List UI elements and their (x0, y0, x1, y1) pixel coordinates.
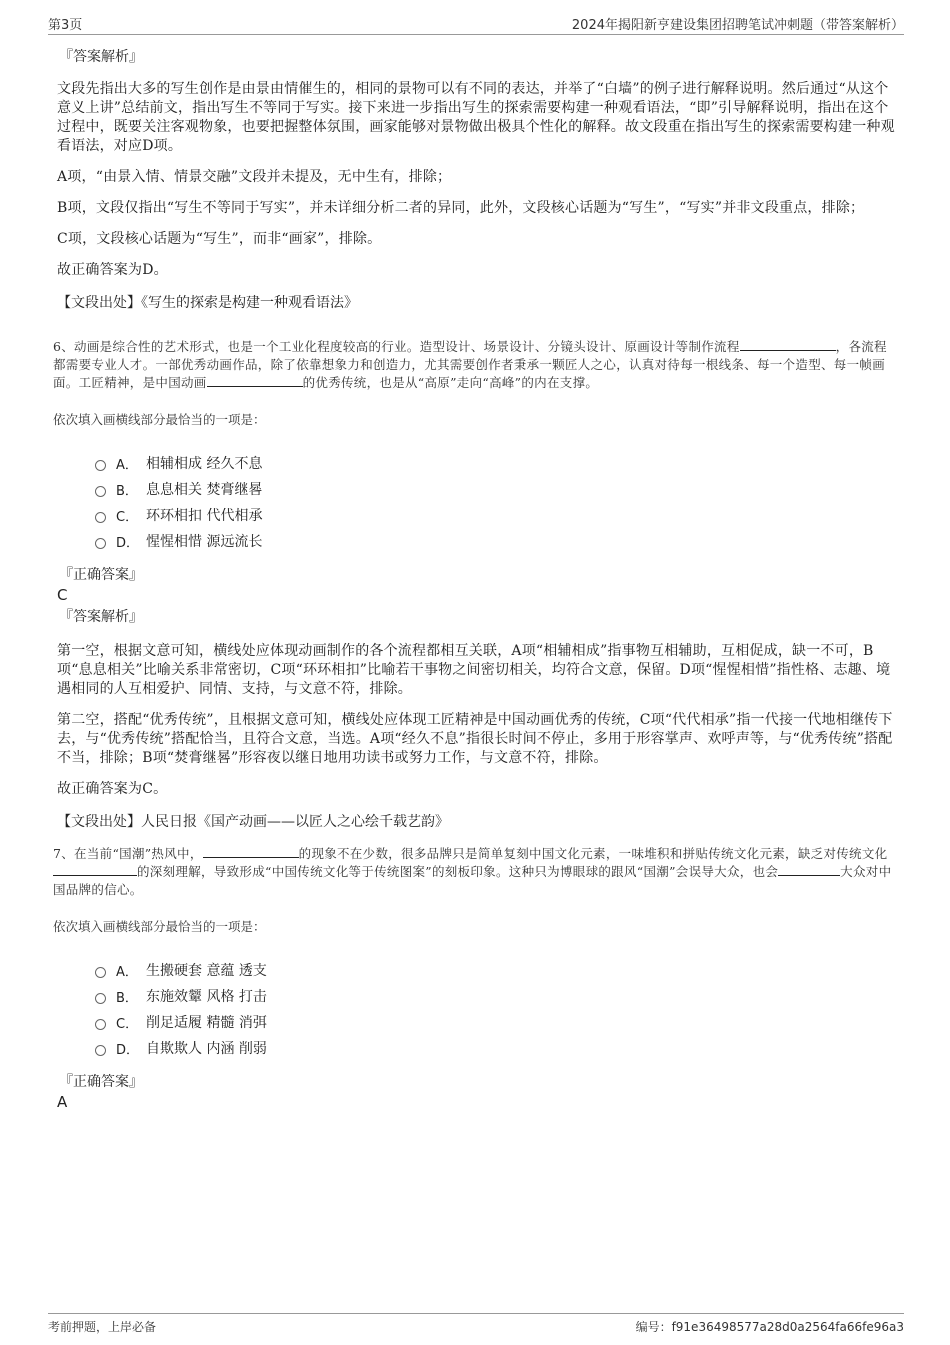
question-7-text: 的深刻理解，导致形成“中国传统文化等于传统图案”的刻板印象。这种只为博眼球的跟风“国潮”会误导大众，也会 (137, 864, 779, 879)
analysis-paragraph: 第一空，根据文意可知，横线处应体现动画制作的各个流程都相互关联，A项“相辅相成”指事物互相辅助，互相促成，缺一不可，B项“息息相关”比喻关系非常密切，C项“环环相扣”比喻若干事物之间密切相关，均符合文意，保留。D项“惺惺相惜”指性格、志趣、境遇相同的人互相爱护、同情、支持，与文意不符，排除。 (57, 643, 891, 697)
analysis-paragraph: 第二空，搭配“优秀传统”，且根据文意可知，横线处应体现工匠精神是中国动画优秀的传统，C项“代代相承”指一代接一代地相继传下去，与“优秀传统”搭配恰当，且符合文意，当选。A项“经久不息”指很长时间不停止，多用于形容掌声、欢呼声等，与“优秀传统”搭配不当，排除；B项“焚膏继晷”形容夜以继日地用功读书或努力工作，与文意不符，排除。 (57, 712, 893, 766)
question-7-options (95, 957, 897, 1061)
footer-slogan: 考前押题，上岸必备 (48, 1320, 157, 1334)
prev-source: 【文段出处】《写生的探索是构建一种观看语法》 (57, 295, 358, 311)
prev-analysis-paragraph: 故正确答案为D。 (57, 262, 168, 278)
option-letter: D． (116, 535, 140, 551)
question-7 (53, 845, 897, 899)
prev-analysis-paragraph: 文段先指出大多的写生创作是由景由情催生的，相同的景物可以有不同的表达，并举了“白墙”的例子进行解释说明。然后通过“从这个意义上讲”总结前文，指出写生不等同于写实。接下来进一步指出写生的探索需要构建一种观看语法，“即”引导解释说明，指出在这个过程中，既要关注客观物象，也要把握整体氛围，画家能够对景物做出极具个性化的解释。故文段重在指出写生的探索需要构建一种观看语法，对应D项。 (57, 81, 895, 154)
option-text: 息息相关 焚膏继晷 (146, 482, 263, 498)
q6-source: 【文段出处】人民日报《国产动画——以匠人之心绘千载艺韵》 (57, 814, 449, 830)
fill-blank (207, 374, 303, 387)
correct-answer: A (57, 1093, 68, 1111)
question-6-prompt: 依次填入画横线部分最恰当的一项是： (53, 412, 266, 427)
radio-icon[interactable] (95, 460, 106, 471)
radio-icon[interactable] (95, 512, 106, 523)
analysis-paragraph: 故正确答案为C。 (57, 781, 168, 797)
question-6-text: 的优秀传统，也是从“高原”走向“高峰”的内在支撑。 (302, 375, 599, 390)
option-c[interactable] (95, 1009, 897, 1035)
fill-blank (740, 338, 836, 351)
option-d[interactable] (95, 1035, 897, 1061)
fill-blank (203, 845, 299, 858)
page-number: 第3页 (48, 18, 83, 33)
document-code: 编号：f91e36498577a28d0a2564fa66fe96a3 (635, 1320, 904, 1334)
page-header (48, 14, 904, 35)
question-7-text: 7、在当前“国潮”热风中， (53, 846, 203, 861)
question-7-text: 大众对中国品牌的信心。 (53, 864, 892, 897)
option-a[interactable] (95, 957, 897, 983)
page-footer (48, 1313, 904, 1336)
option-letter: A． (116, 964, 138, 980)
radio-icon[interactable] (95, 967, 106, 978)
radio-icon[interactable] (95, 486, 106, 497)
analysis-label: 『答案解析』 (59, 609, 143, 625)
radio-icon[interactable] (95, 1019, 106, 1030)
option-c[interactable] (95, 502, 897, 528)
question-7-prompt: 依次填入画横线部分最恰当的一项是： (53, 919, 266, 934)
page-content (53, 46, 897, 1113)
correct-answer-label: 『正确答案』 (59, 1074, 143, 1090)
option-text: 东施效颦 风格 打击 (146, 989, 267, 1005)
option-letter: A． (116, 457, 138, 473)
correct-answer: C (57, 586, 68, 604)
fill-blank (778, 863, 840, 876)
option-text: 惺惺相惜 源远流长 (146, 534, 263, 550)
option-letter: C． (116, 1016, 139, 1032)
question-7-text: 的现象不在少数，很多品牌只是简单复刻中国文化元素，一味堆积和拼贴传统文化元素，缺乏对传统文化 (298, 846, 888, 861)
option-d[interactable] (95, 528, 897, 554)
question-6-text: ，各流程都需要专业人才。一部优秀动画作品，除了依靠想象力和创造力，尤其需要创作者秉承一颗匠人之心，认真对待每一根线条、每一个造型、每一帧画面。工匠精神，是中国动画 (53, 339, 887, 390)
option-text: 生搬硬套 意蕴 透支 (146, 963, 267, 979)
option-letter: D． (116, 1042, 140, 1058)
question-6 (53, 338, 897, 392)
option-letter: B． (116, 990, 138, 1006)
question-6-options (95, 450, 897, 554)
prev-analysis-label: 『答案解析』 (59, 49, 143, 65)
option-a[interactable] (95, 450, 897, 476)
prev-analysis-paragraph: B项，文段仅指出“写生不等同于写实”，并未详细分析二者的异同，此外，文段核心话题为“写生”，“写实”并非文段重点，排除； (57, 200, 865, 216)
option-b[interactable] (95, 983, 897, 1009)
correct-answer-label: 『正确答案』 (59, 567, 143, 583)
option-b[interactable] (95, 476, 897, 502)
option-text: 削足适履 精髓 消弭 (146, 1015, 267, 1031)
option-text: 自欺欺人 内涵 削弱 (146, 1041, 267, 1057)
radio-icon[interactable] (95, 538, 106, 549)
option-text: 相辅相成 经久不息 (146, 456, 263, 472)
option-text: 环环相扣 代代相承 (146, 508, 263, 524)
radio-icon[interactable] (95, 1045, 106, 1056)
document-title: 2024年揭阳新亨建设集团招聘笔试冲刺题（带答案解析） (571, 18, 904, 33)
prev-analysis-paragraph: C项，文段核心话题为“写生”，而非“画家”，排除。 (57, 231, 382, 247)
question-6-text: 6、动画是综合性的艺术形式，也是一个工业化程度较高的行业。造型设计、场景设计、分镜头设计、原画设计等制作流程 (53, 339, 740, 354)
option-letter: C． (116, 509, 139, 525)
fill-blank (53, 863, 137, 876)
prev-analysis-paragraph: A项，“由景入情、情景交融”文段并未提及，无中生有，排除； (57, 169, 452, 185)
option-letter: B． (116, 483, 138, 499)
radio-icon[interactable] (95, 993, 106, 1004)
